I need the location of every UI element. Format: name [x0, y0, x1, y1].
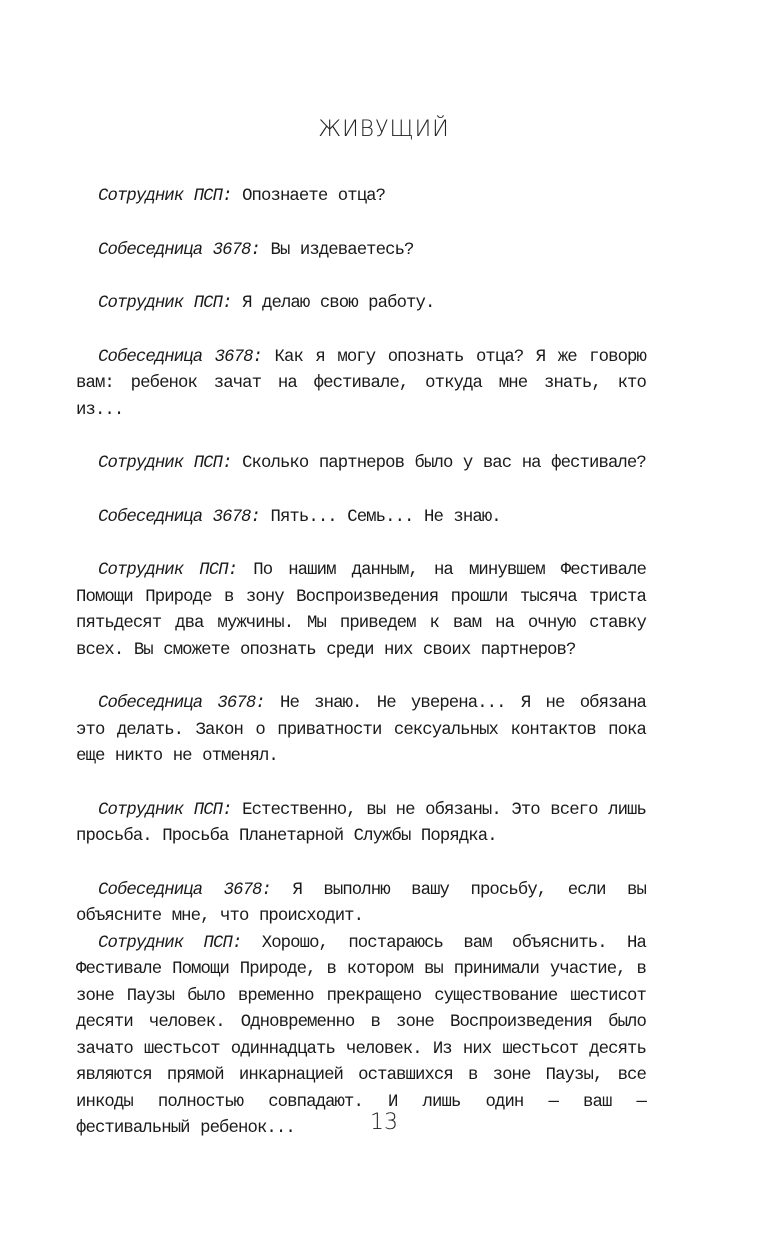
- paragraph: [76, 451, 646, 478]
- paragraph-text: Вы издеваетесь?: [260, 240, 414, 260]
- paragraph: [76, 291, 646, 318]
- paragraph: [76, 691, 646, 771]
- speaker-label: Собеседница 3678:: [98, 240, 260, 260]
- paragraph-text: Я выполню вашу просьбу, если вы объясните мне, что происходит.: [76, 880, 647, 926]
- paragraph: [76, 345, 646, 425]
- paragraph-text: По нашим данным, на минувшем Фестивале Помощи Природе в зону Воспроизведения прошли тысяча триста пятьдесят два мужчины. Мы приведем к вам на очную ставку всех. Вы сможете опознать среди них своих партнеров?: [76, 561, 646, 660]
- speaker-label: Собеседница 3678:: [98, 694, 265, 713]
- speaker-label: Сотрудник ПСП:: [98, 800, 232, 820]
- speaker-label: Сотрудник ПСП:: [98, 187, 232, 206]
- dialogue-text: [76, 184, 646, 1143]
- speaker-label: Собеседница 3678:: [98, 347, 263, 367]
- speaker-label: Сотрудник ПСП:: [98, 561, 238, 580]
- paragraph-text: Как я могу опознать отца? Я же говорю вам: ребенок зачат на фестивале, откуда мне знать, кто из...: [76, 347, 646, 420]
- speaker-label: Сотрудник ПСП:: [98, 933, 242, 953]
- page-number: 13: [370, 1110, 398, 1135]
- paragraph: [76, 878, 646, 931]
- paragraph-text: Хорошо, постараюсь вам объяснить. На Фестивале Помощи Природе, в котором вы принимали участие, в зоне Паузы было временно прекращено существование шестисот десяти человек. Одновременно в зоне Воспроизведения было зачато шестьсот одиннадцать человек. Из них шестьсот десять являются прямой инкарнацией оставшихся в зоне Паузы, все инкоды полностью совпадают. И лишь один — ваш — фестивальный ребенок...: [76, 933, 646, 1138]
- paragraph-text: Опознаете отца?: [231, 187, 386, 206]
- paragraph-text: Естественно, вы не обязаны. Это всего лишь просьба. Просьба Планетарной Службы Порядка.: [76, 800, 646, 846]
- paragraph: [76, 238, 646, 265]
- running-head: ЖИВУЩИЙ: [318, 117, 450, 142]
- paragraph-text: Пять... Семь... Не знаю.: [260, 507, 501, 527]
- paragraph: [76, 505, 646, 532]
- speaker-label: Сотрудник ПСП:: [98, 294, 232, 313]
- paragraph: [76, 184, 646, 211]
- paragraph: [76, 558, 646, 664]
- speaker-label: Собеседница 3678:: [98, 880, 271, 900]
- speaker-label: Собеседница 3678:: [98, 507, 260, 527]
- paragraph-text: Сколько партнеров было у вас на фестивале?: [231, 454, 646, 473]
- paragraph-text: Я делаю свою работу.: [231, 294, 435, 313]
- speaker-label: Сотрудник ПСП:: [98, 454, 232, 473]
- paragraph: [76, 798, 646, 851]
- paragraph-text: Не знаю. Не уверена... Я не обязана это делать. Закон о приватности сексуальных контактов пока еще никто не отменял.: [76, 694, 647, 766]
